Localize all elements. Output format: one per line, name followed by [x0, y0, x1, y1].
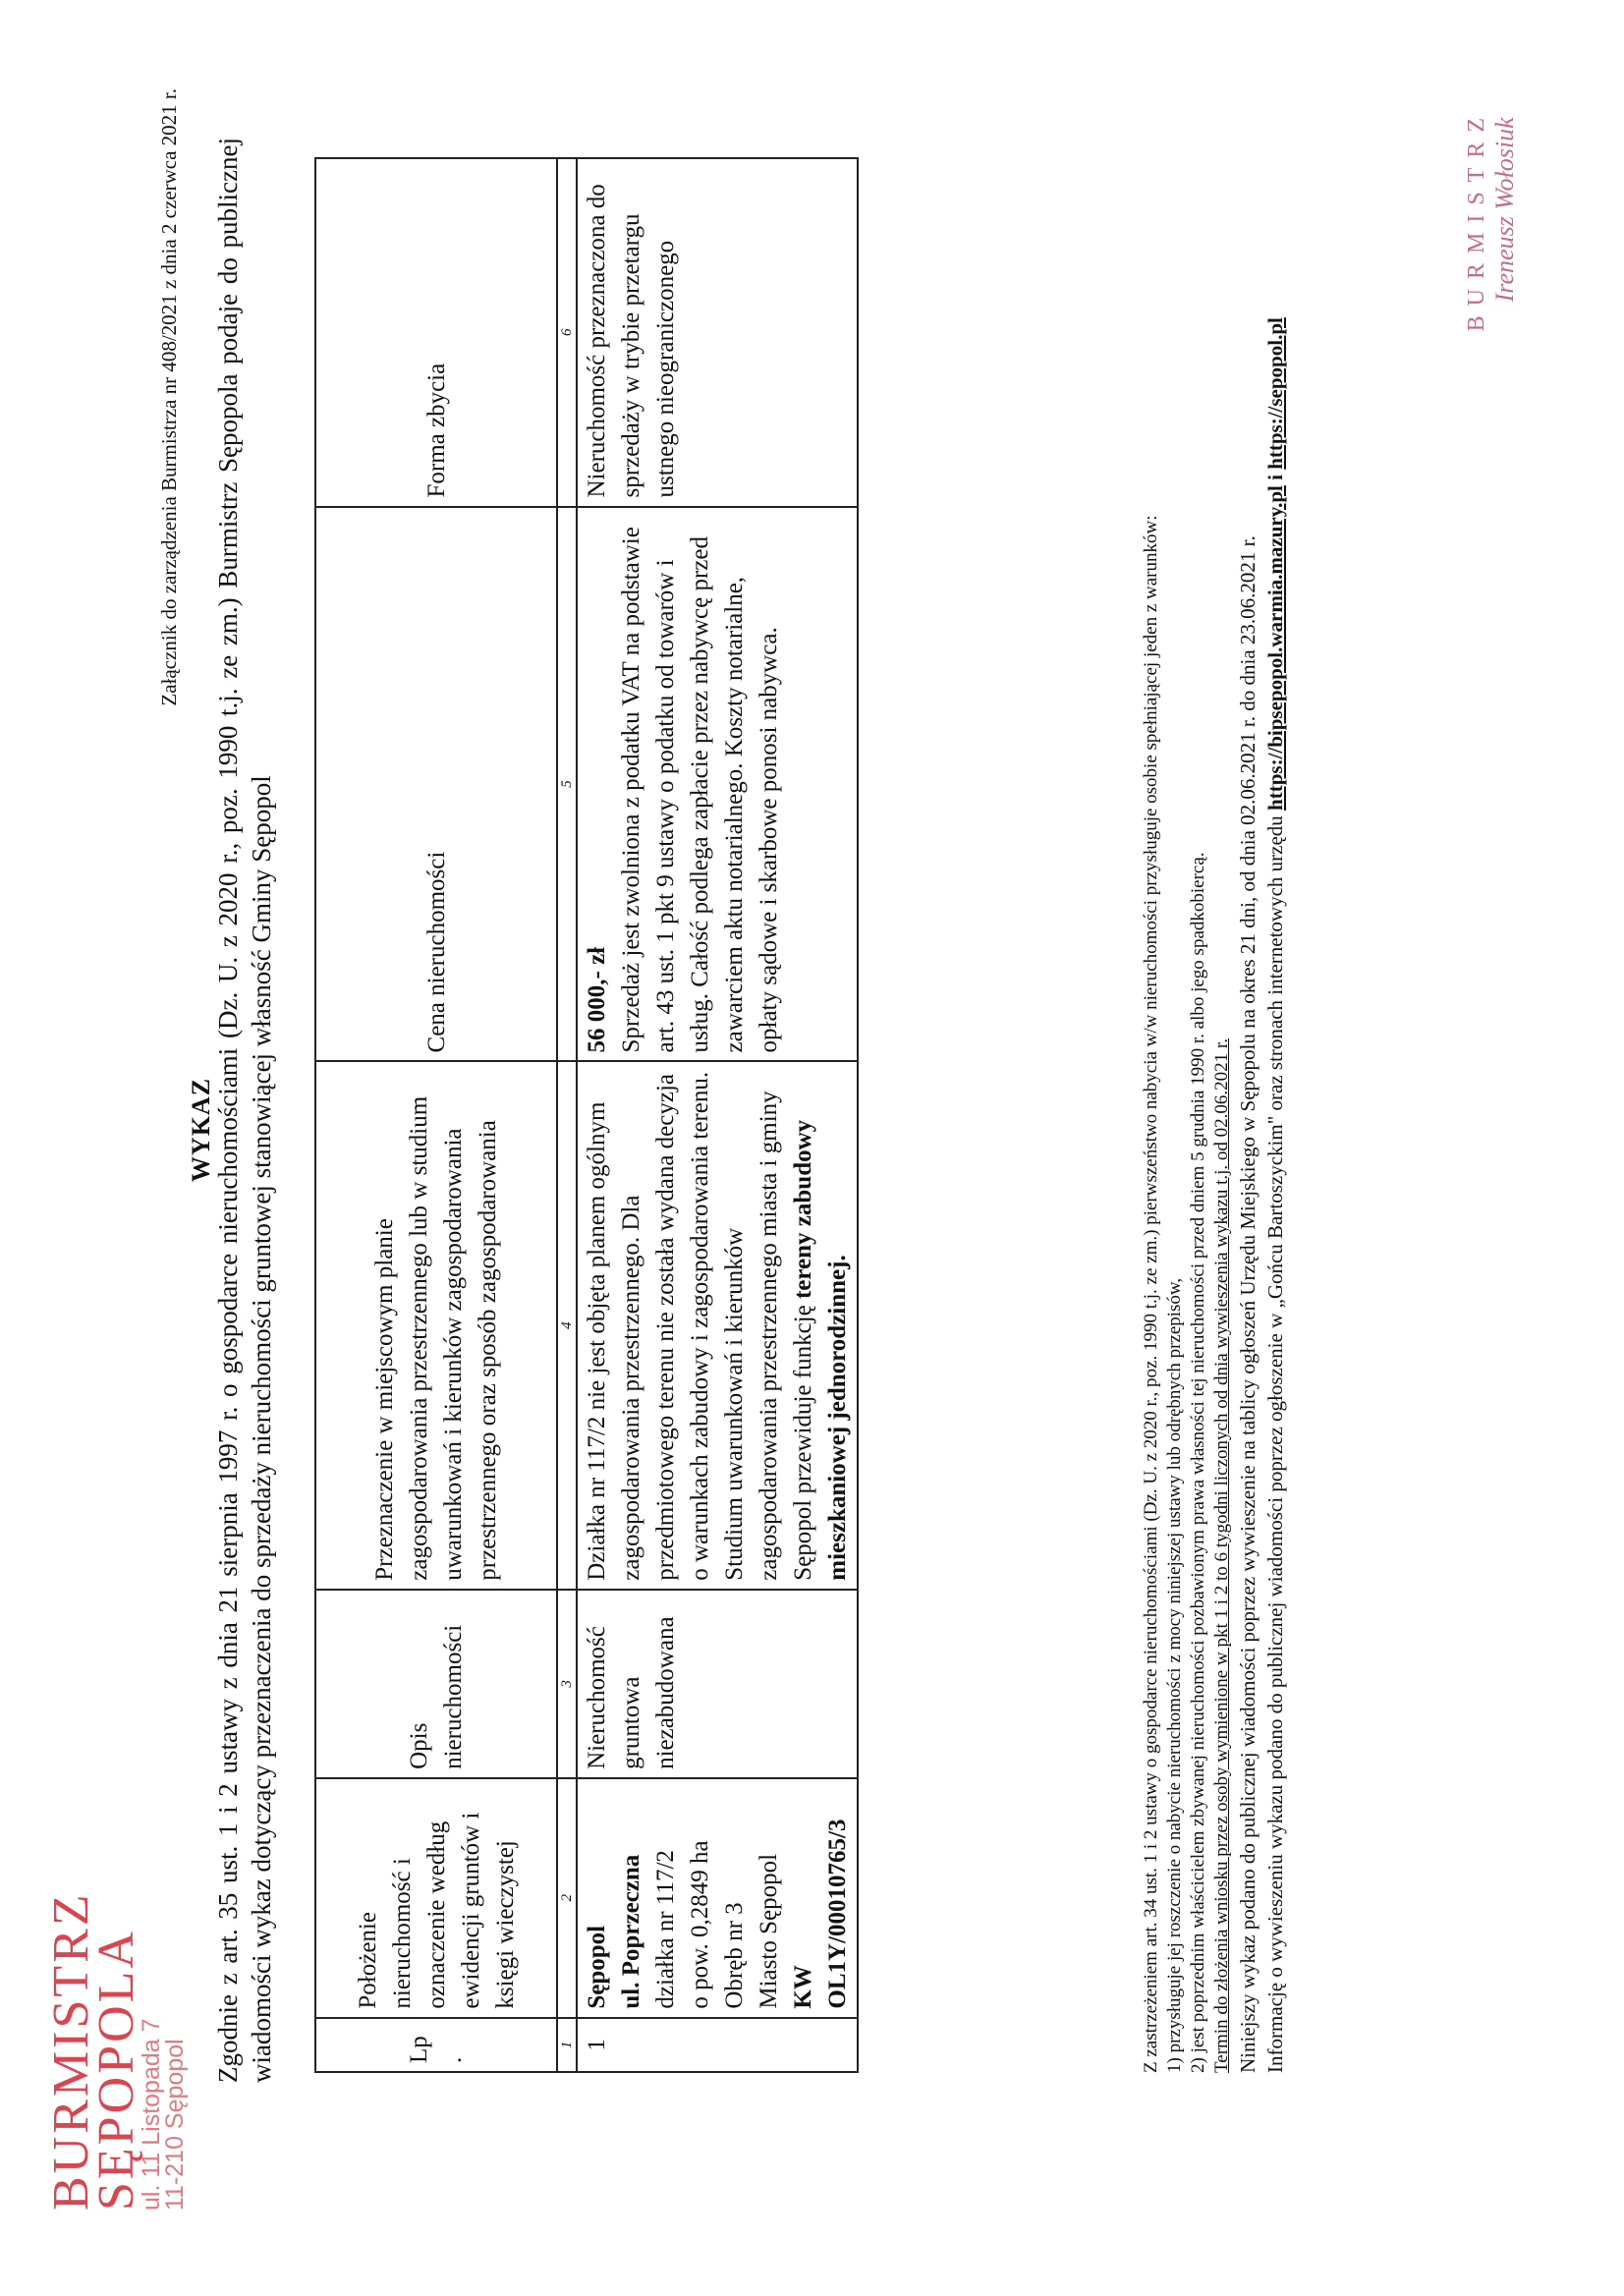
col-num: 3: [557, 1590, 577, 1778]
footer-p3: 2) jest poprzednim właścicielem zbywanej nieruchomości pozbawionym prawa własności tej nieruchomości przed dniem 5 grudnia 1990 r. albo jego spadkobiercą.: [1188, 852, 1208, 2073]
table-row: [577, 158, 858, 2072]
intro-paragraph: Zgodnie z art. 35 ust. 1 i 2 ustawy z dnia 21 sierpnia 1997 r. o gospodarce nieruchomościami (Dz. U. z 2020 r., poz. 1990 t.j. ze zm.) Burmistrz Sępopola podaje do publicznej wiadomości wykaz dotyczący przeznaczenia do sprzedaży nieruchomości gruntowej stanowiącej własność Gminy Sępopol: [213, 138, 276, 2083]
col-num: 1: [557, 2018, 577, 2072]
col-num: 6: [557, 158, 577, 507]
rotated-document: [43, 49, 1582, 2211]
office-stamp: [43, 1891, 189, 2211]
table-header-row: [315, 158, 557, 2072]
stamp-line-3: ul. 11 Listopada 7: [138, 2018, 165, 2211]
location-area: o pow. 0,2849 ha: [687, 1840, 713, 2009]
col-num: 4: [557, 1061, 577, 1589]
footer-p4: Termin do złożenia wniosku przez osoby wymienione w pkt 1 i 2 to 6 tygodni liczonych od dnia wywieszenia wykazu t.j. od 02.06.2021 r.: [1211, 1038, 1232, 2073]
purpose-bold: tereny zabudowy mieszkaniowej jednorodzinnej.: [790, 1119, 851, 1581]
col-num: 5: [557, 507, 577, 1062]
footer-notes: [1140, 138, 1289, 2073]
purpose-text: Działka nr 117/2 nie jest objęta planem ogólnym zagospodarowania przestrzennego. Dla przedmiotowego terenu nie została wydana decyzja o warunkach zabudowy i zagospodarowania terenu. Studium uwarunkowań i kierunków zagospodarowania przestrzennego miasta i gminy Sępopol przewiduje funkcję: [584, 1071, 816, 1581]
location-precinct: Obręb nr 3: [721, 1902, 748, 2009]
footer-p6-text: Informację o wywieszeniu wykazu podano do publicznej wiadomości poprzez ogłoszenie w „Gońcu Bartoszyckim" oraz stronach internetowych urzędu: [1263, 815, 1287, 2073]
header-lp: Lp .: [315, 2018, 557, 2072]
cell-purpose: [577, 1061, 858, 1589]
price-amount: 56 000,- zł: [584, 946, 610, 1053]
signature-name: Ireneusz Wołosiuk: [1490, 117, 1519, 303]
cell-location: [577, 1778, 858, 2018]
document-title: WYKAZ: [187, 1077, 215, 1183]
location-plot: działka nr 117/2: [652, 1850, 679, 2009]
footer-p6: [1261, 138, 1289, 2073]
header-price: Cena nieruchomości: [315, 507, 557, 1062]
signature-stamp: [1464, 108, 1520, 331]
cell-form: Nieruchomość przeznaczona do sprzedaży w trybie przetargu ustnego nieograniczonego: [577, 158, 858, 507]
header-description: Opis nieruchomości: [315, 1590, 557, 1778]
stamp-line-1: BURMISTRZ: [43, 1891, 99, 2211]
footer-p1: Z zastrzeżeniem art. 34 ust. 1 i 2 ustawy o gospodarce nieruchomościami (Dz. U. z 2020 r., poz. 1990 t.j. ze zm.) pierwszeństwo nabycia w/w nieruchomości przysługuje osobie spełniającej jeden z warunków:: [1141, 515, 1161, 2073]
attachment-note: Załącznik do zarządzenia Burmistrza nr 408/2021 z dnia 2 czerwca 2021 r.: [157, 88, 181, 706]
cell-lp: 1: [577, 2018, 858, 2072]
price-text: Sprzedaż jest zwolniona z podatku VAT na podstawie art. 43 ust. 1 pkt 9 ustawy o podatku od towarów i usług. Całość podlega zapłacie przez nabywcę przed zawarciem aktu notarialnego. Koszty notarialne, opłaty sądowe i skarbowe ponosi nabywca.: [618, 527, 782, 1053]
cell-price: [577, 507, 858, 1062]
footer-p2: 1) przysługuje jej roszczenie o nabycie nieruchomości z mocy niniejszej ustawy lub odrębnych przepisów,: [1164, 1277, 1185, 2073]
header-location: Położenie nieruchomość i oznaczenie według ewidencji gruntów i księgi wieczystej: [315, 1778, 557, 2018]
location-city: Miasto Sępopol: [756, 1853, 782, 2009]
location-street: ul. Poprzeczna: [618, 1854, 644, 2009]
header-form: Forma zbycia: [315, 158, 557, 507]
stamp-line-4: 11-210 Sępopol: [161, 2039, 189, 2211]
signature-title: BURMISTRZ: [1464, 108, 1489, 332]
col-num: 2: [557, 1778, 577, 2018]
location-town: Sępopol: [584, 1925, 610, 2009]
stamp-line-2: SĘPOPOLA: [88, 1929, 144, 2211]
bip-link[interactable]: https://bipsepopol.warmia.mazury.pl: [1263, 485, 1287, 811]
footer-p5: Niniejszy wykaz podano do publicznej wiadomości poprzez wywieszenie na tablicy ogłoszeń Urzędu Miejskiego w Sępopolu na okres 21 dni, od dnia 02.06.2021 r. do dnia 23.06.2021 r.: [1236, 535, 1260, 2073]
header-purpose: Przeznaczenie w miejscowym planie zagospodarowania przestrzennego lub w studium uwarunkowań i kierunków zagospodarowania przestrzennego oraz sposób zagospodarowania: [315, 1061, 557, 1589]
website-link[interactable]: https://sepopol.pl: [1263, 317, 1287, 470]
property-table: [314, 157, 859, 2073]
location-kw: KW OL1Y/00010765/3: [790, 1819, 851, 2009]
cell-description: Nieruchomość gruntowa niezabudowana: [577, 1590, 858, 1778]
footer-p6-and: i: [1263, 469, 1287, 486]
column-number-row: [557, 158, 577, 2072]
